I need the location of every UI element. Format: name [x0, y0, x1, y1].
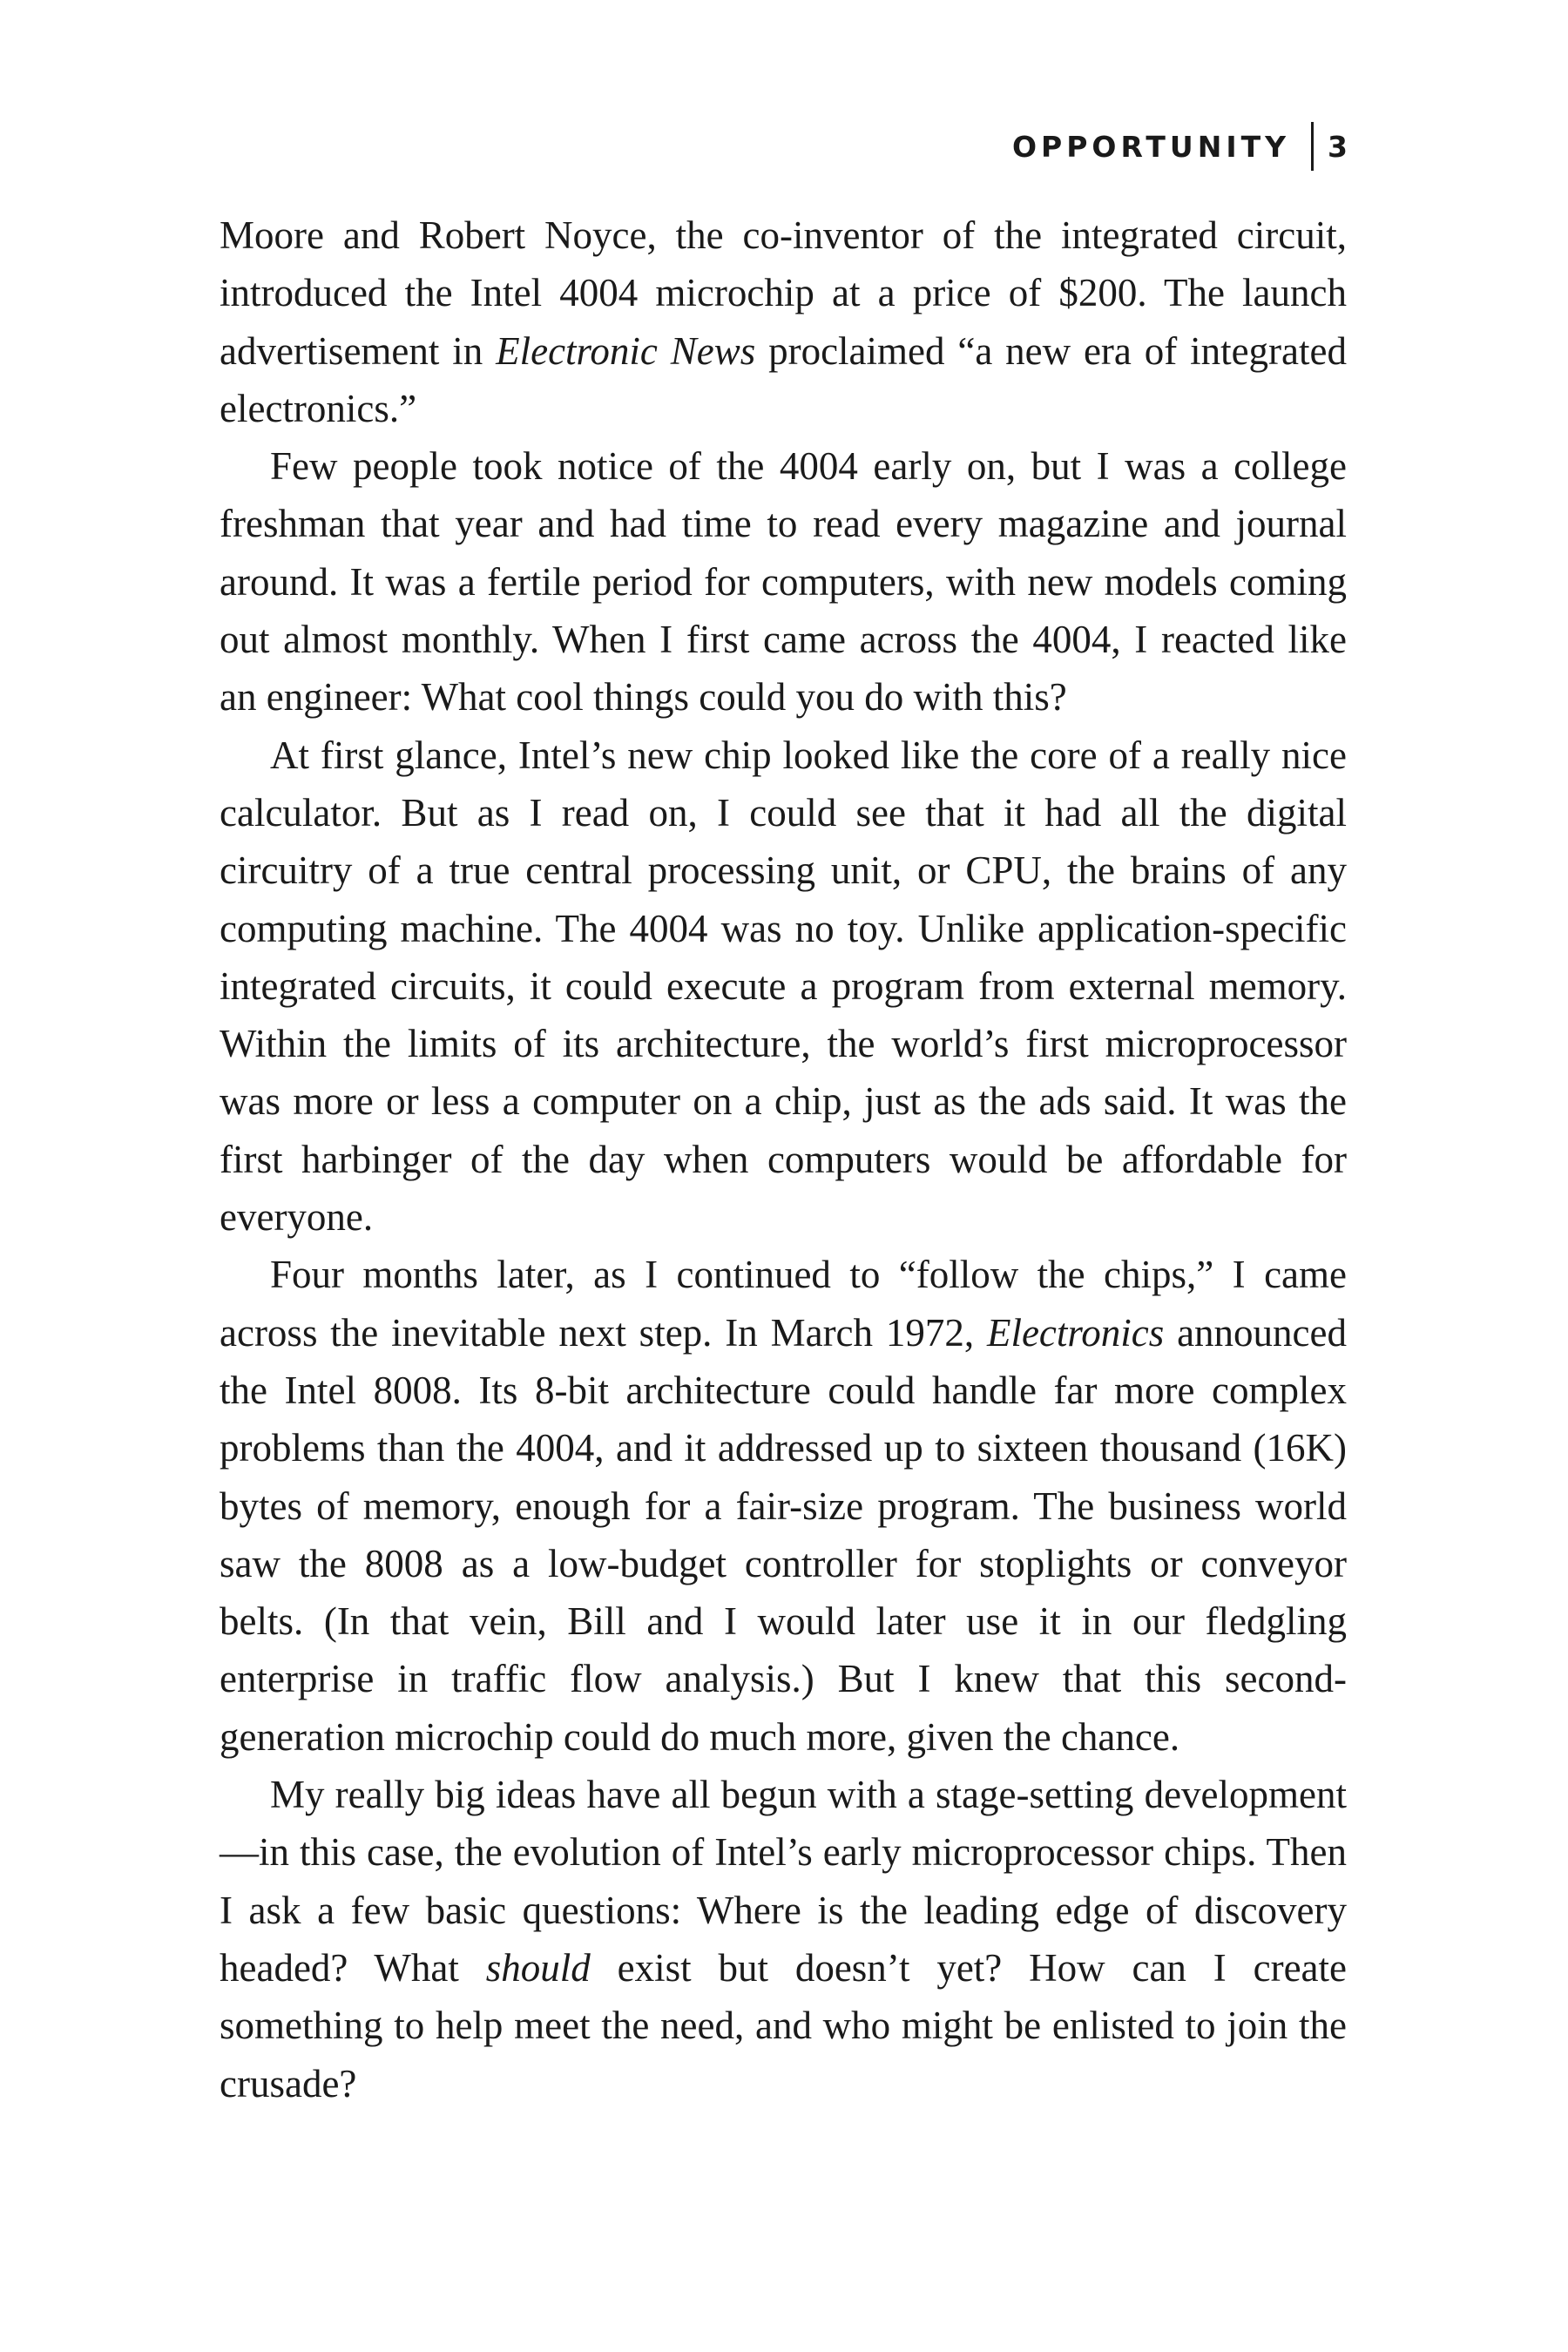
paragraph	[220, 1246, 1347, 1766]
text-run: proclaimed “a new era of integrated electronics.”	[220, 328, 1347, 430]
paragraph	[220, 206, 1347, 437]
paragraph	[220, 727, 1347, 1247]
italic-text: Electronic News	[496, 328, 756, 373]
italic-text: should	[485, 1945, 591, 1990]
page-number: 3	[1328, 129, 1348, 164]
running-head	[1012, 122, 1348, 171]
body-text	[220, 206, 1347, 2112]
running-head-section-title: OPPORTUNITY	[1012, 129, 1291, 164]
text-run: Moore and Robert Noyce, the co-inventor of the integrated circuit, introduced the Intel 4004 microchip at a price of $200. The launch advertisement in	[220, 213, 1347, 373]
text-run: announced the Intel 8008. Its 8-bit architecture could handle far more complex problems than the 4004, and it addressed up to sixteen thousand (16K) bytes of memory, enough for a fair-size program. The business world saw the 8008 as a low-budget controller for stoplights or conveyor belts. (In that vein, Bill and I would later use it in our fledgling enterprise in traffic flow analysis.) But I knew that this second-generation microchip could do much more, given the chance.	[220, 1310, 1347, 1759]
text-run: exist but doesn’t yet? How can I create something to help meet the need, and who might be enlisted to join the crusade?	[220, 1945, 1347, 2105]
text-run: My really big ideas have all begun with a stage-setting development—in this case, the evolution of Intel’s early microprocessor chips. Then I ask a few basic questions: Where is the leading edge of discovery headed? What	[220, 1773, 1347, 1990]
text-run: Few people took notice of the 4004 early on, but I was a college freshman that year and had time to read every magazine and journal around. It was a fertile period for computers, with new models coming out almost monthly. When I first came across the 4004, I reacted like an engineer: What cool things could you do with this?	[220, 444, 1347, 720]
paragraph	[220, 1766, 1347, 2112]
text-run: At first glance, Intel’s new chip looked like the core of a really nice calculator. But as I read on, I could see that it had all the digital circuitry of a true central processing unit, or CPU, the brains of any computing machine. The 4004 was no toy. Unlike application-​specific integrated circuits, it could execute a program from external memory. Within the limits of its architecture, the world’s first microprocessor was more or less a computer on a chip, just as the ads said. It was the first harbinger of the day when computers would be affordable for everyone.	[220, 733, 1347, 1240]
italic-text: Electronics	[986, 1310, 1165, 1355]
running-head-divider	[1311, 122, 1314, 171]
text-run: Four months later, as I continued to “follow the chips,” I came across the inevitable next step. In March 1972,	[220, 1253, 1347, 1355]
paragraph	[220, 437, 1347, 726]
